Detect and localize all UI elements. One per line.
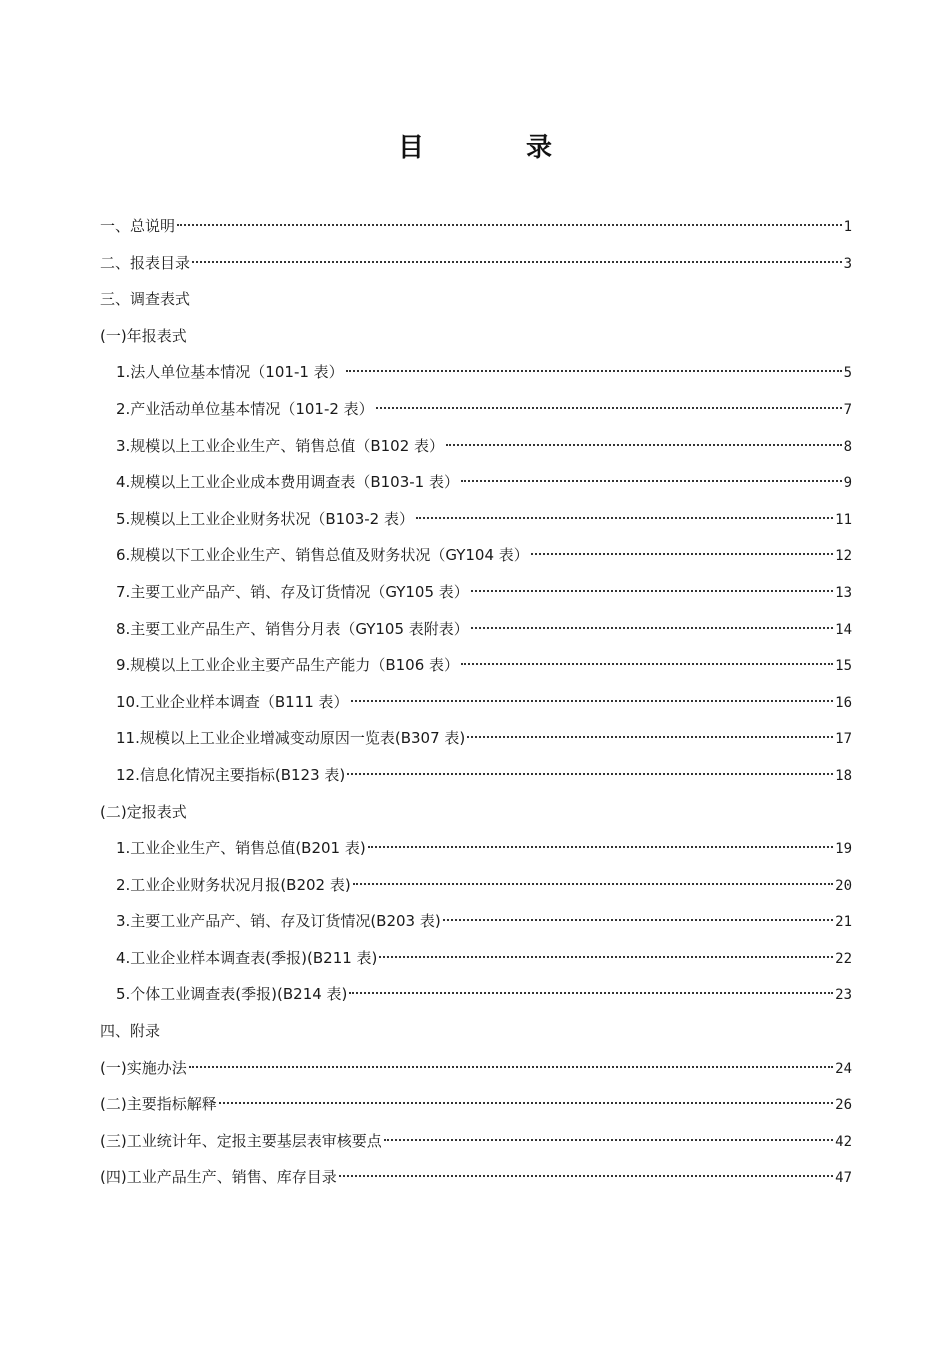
dot-leader [467, 736, 833, 738]
toc-entry[interactable] [100, 428, 852, 465]
toc-entry-label: 2.工业企业财务状况月报(B202 表) [116, 875, 351, 894]
dot-leader [376, 407, 842, 409]
toc-entry[interactable] [100, 245, 852, 282]
toc-entry-label: (一)实施办法 [100, 1058, 187, 1077]
toc-entry[interactable] [100, 976, 852, 1013]
toc-entry-label: 3.主要工业产品产、销、存及订货情况(B203 表) [116, 912, 441, 931]
toc-entry-label: 3.规模以上工业企业生产、销售总值（B102 表） [116, 436, 445, 455]
toc-entry-label: 6.规模以下工业企业生产、销售总值及财务状况（GY104 表） [116, 546, 529, 565]
toc-entry-label: 1.工业企业生产、销售总值(B201 表) [116, 839, 366, 858]
toc-page-number: 21 [835, 914, 852, 931]
dot-leader [461, 480, 842, 482]
toc-entry[interactable] [100, 867, 852, 904]
toc-entry[interactable] [100, 1159, 852, 1196]
toc-entry[interactable] [100, 391, 852, 428]
toc-entry-label: 一、总说明 [100, 217, 176, 235]
toc-entry[interactable] [100, 464, 852, 501]
dot-leader [349, 992, 833, 994]
toc-entry[interactable] [100, 647, 852, 684]
toc-entry-label: 7.主要工业产品产、销、存及订货情况（GY105 表） [116, 582, 469, 601]
toc-entry[interactable] [100, 1123, 852, 1160]
toc-page-number: 14 [835, 621, 852, 638]
dot-leader [346, 370, 842, 372]
toc-entry-label: 11.规模以上工业企业增减变动原因一览表(B307 表) [116, 729, 466, 748]
toc-entry[interactable] [100, 318, 852, 355]
toc-entry[interactable] [100, 940, 852, 977]
toc-page-number: 17 [835, 731, 852, 748]
page-title: 目 录 [397, 133, 590, 163]
toc-entry-label: 2.产业活动单位基本情况（101-2 表） [116, 399, 374, 418]
toc-entry-label: 1.法人单位基本情况（101-1 表） [116, 363, 344, 382]
toc-entry-label: (二)定报表式 [100, 802, 187, 821]
dot-leader [368, 846, 833, 848]
dot-leader [443, 919, 833, 921]
toc-page-number: 5 [843, 365, 852, 382]
toc-entry[interactable] [100, 501, 852, 538]
toc-entry-label: 二、报表目录 [100, 253, 191, 272]
dot-leader [219, 1102, 833, 1104]
table-of-contents [100, 208, 852, 1196]
toc-page-number: 9 [843, 475, 852, 492]
toc-entry-label: (三)工业统计年、定报主要基层表审核要点 [100, 1131, 382, 1150]
toc-entry[interactable] [100, 281, 852, 318]
dot-leader [471, 627, 833, 629]
toc-page-number: 1 [843, 219, 852, 235]
toc-page-number: 12 [835, 548, 852, 565]
toc-entry-label: 12.信息化情况主要指标(B123 表) [116, 765, 346, 784]
toc-page-number: 3 [843, 255, 852, 272]
toc-entry[interactable] [100, 794, 852, 831]
toc-page-number: 47 [835, 1170, 852, 1187]
toc-entry-label: 5.规模以上工业企业财务状况（B103-2 表） [116, 509, 414, 528]
dot-leader [379, 956, 833, 958]
toc-entry-label: 8.主要工业产品生产、销售分月表（GY105 表附表） [116, 619, 469, 638]
dot-leader [384, 1139, 833, 1141]
toc-page-number: 26 [835, 1097, 852, 1114]
toc-page-number: 42 [835, 1133, 852, 1150]
toc-entry[interactable] [100, 537, 852, 574]
toc-entry[interactable] [100, 684, 852, 721]
toc-page-number: 19 [835, 841, 852, 858]
toc-page-number: 8 [843, 438, 852, 455]
toc-entry-label: (四)工业产品生产、销售、库存目录 [100, 1168, 337, 1187]
toc-page-number: 22 [835, 950, 852, 967]
dot-leader [471, 590, 833, 592]
toc-entry[interactable] [100, 757, 852, 794]
toc-entry-label: 四、附录 [100, 1022, 161, 1041]
toc-entry-label: 10.工业企业样本调查（B111 表） [116, 692, 349, 711]
dot-leader [461, 663, 833, 665]
toc-entry[interactable] [100, 720, 852, 757]
toc-entry[interactable] [100, 903, 852, 940]
toc-entry[interactable] [100, 830, 852, 867]
toc-page-number: 11 [835, 511, 852, 528]
toc-entry-label: (一)年报表式 [100, 326, 187, 345]
toc-entry[interactable] [100, 611, 852, 648]
dot-leader [353, 883, 833, 885]
toc-entry[interactable] [100, 208, 852, 245]
toc-entry-label: 5.个体工业调查表(季报)(B214 表) [116, 985, 348, 1004]
dot-leader [531, 553, 833, 555]
toc-entry[interactable] [100, 1050, 852, 1087]
toc-entry[interactable] [100, 354, 852, 391]
toc-page-number: 24 [835, 1060, 852, 1077]
toc-entry[interactable] [100, 1013, 852, 1050]
toc-page-number: 13 [835, 584, 852, 601]
toc-page-number: 15 [835, 658, 852, 675]
toc-page-number: 7 [843, 401, 852, 418]
toc-page-number: 18 [835, 767, 852, 784]
toc-entry[interactable] [100, 1086, 852, 1123]
dot-leader [351, 700, 834, 702]
toc-page-number: 23 [835, 987, 852, 1004]
dot-leader [416, 517, 833, 519]
toc-entry[interactable] [100, 574, 852, 611]
dot-leader [189, 1066, 833, 1068]
toc-entry-label: 4.工业企业样本调查表(季报)(B211 表) [116, 948, 378, 967]
dot-leader [192, 261, 842, 263]
dot-leader [446, 444, 842, 446]
toc-entry-label: (二)主要指标解释 [100, 1095, 217, 1114]
toc-page-number: 16 [835, 694, 852, 711]
toc-entry-label: 4.规模以上工业企业成本费用调查表（B103-1 表） [116, 473, 459, 492]
toc-entry-label: 9.规模以上工业企业主要产品生产能力（B106 表） [116, 656, 460, 675]
dot-leader [347, 773, 833, 775]
dot-leader [339, 1175, 833, 1177]
dot-leader [177, 224, 842, 226]
toc-page-number: 20 [835, 877, 852, 894]
toc-entry-label: 三、调查表式 [100, 290, 191, 309]
